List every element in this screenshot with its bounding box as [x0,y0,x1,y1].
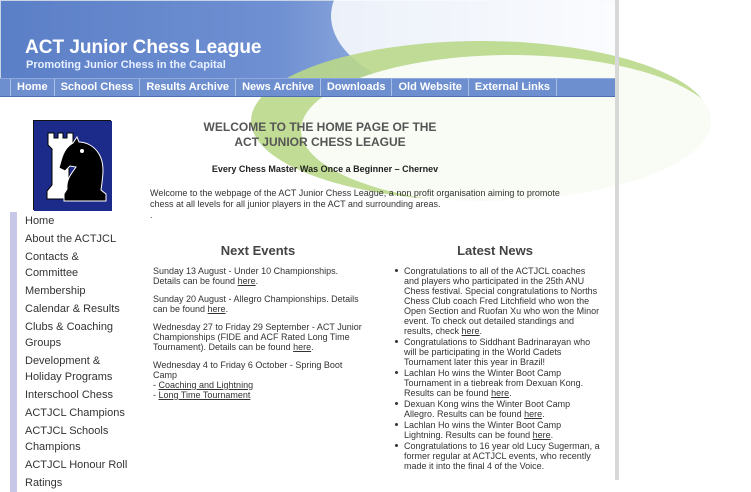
news-list [390,266,600,471]
news-text: Congratulations to Siddhant Badrinarayan who will be participating in the World Cadets Tournament later this year in Brazil! [404,337,591,367]
news-text: Dexuan Kong wins the Winter Boot Camp Allegro. Results can be found [404,399,571,419]
event-text: Sunday 20 August - Allegro Championships. Details can be found [153,294,359,314]
event-item [153,266,363,286]
news-item [390,368,600,398]
sidebar-item-contacts[interactable]: Contacts & Committee [10,248,132,282]
welcome-heading [150,120,490,150]
main-content [150,120,590,221]
news-period: . [542,409,545,419]
sidebar-item-interschool[interactable]: Interschool Chess [10,386,132,404]
event-link-long-time[interactable]: Long Time Tournament [158,390,251,400]
event-text: Wednesday 4 to Friday 6 October - Spring Boot Camp [153,360,343,380]
event-dash: - [153,380,159,390]
intro-paragraph [150,188,570,221]
window-scroll-edge[interactable] [615,0,619,480]
chess-knight-logo [33,120,111,210]
news-text: Congratulations to all of the ACTJCL coaches and players who participated in the 25th ANU Chess festival. Special congratulations to Norths Chess Club coach Fred Litchfield who won the Open Section and Ruofan Xu who won the Minor event. To check out detailed standings and results, check [404,266,600,336]
nav-external-links[interactable]: External Links [469,79,557,96]
news-text: Congratulations to 16 year old Lucy Sugerman, a former regular at ACTJCL events, who recently made it into the final 4 of the Voice. [404,441,600,471]
nav-news-archive[interactable]: News Archive [236,79,321,96]
event-period: . [311,342,314,352]
news-link-here[interactable]: here [461,326,480,336]
sidebar-item-ratings[interactable]: Ratings [10,474,132,492]
event-link-here[interactable]: here [237,276,256,286]
news-item [390,399,600,419]
news-link-here[interactable]: here [532,430,551,440]
next-events-heading: Next Events [220,243,296,258]
event-item [153,294,363,314]
news-period: . [509,388,512,398]
news-period: . [550,430,554,440]
news-link-here[interactable]: here [491,388,510,398]
knight-rook-icon [34,121,112,211]
site-tagline: Promoting Junior Chess in the Capital [26,59,226,71]
news-item [390,441,600,471]
event-link-here[interactable]: here [293,342,312,352]
sidebar-item-about[interactable]: About the ACTJCL [10,230,132,248]
event-item [153,360,363,400]
nav-home[interactable]: Home [10,79,55,96]
sidebar-item-development[interactable]: Development & Holiday Programs [10,352,132,386]
event-dash: - [153,390,159,400]
event-item [153,322,363,352]
sidebar-item-schools-champions[interactable]: ACTJCL Schools Champions [10,422,132,456]
top-nav [0,78,619,97]
event-link-coaching[interactable]: Coaching and Lightning [158,380,254,390]
next-events-column [153,243,363,408]
latest-news-heading: Latest News [457,243,533,258]
news-text: Lachlan Ho wins the Winter Boot Camp Lightning. Results can be found [404,420,562,440]
event-text: Sunday 13 August - Under 10 Championships. Details can be found [153,266,339,286]
news-item [390,266,600,336]
event-period: . [225,304,229,314]
news-item [390,337,600,367]
welcome-line-1: WELCOME TO THE HOME PAGE OF THE [203,120,437,134]
sidebar-item-membership[interactable]: Membership [10,282,132,300]
site-title[interactable]: ACT Junior Chess League [25,37,262,58]
intro-dot: . [150,210,153,220]
sidebar-item-calendar[interactable]: Calendar & Results [10,300,132,318]
site-header [0,0,619,78]
sidebar-menu [10,212,132,492]
news-item [390,420,600,440]
news-period: . [479,326,483,336]
nav-downloads[interactable]: Downloads [321,79,393,96]
event-period: . [255,276,259,286]
event-text: Wednesday 27 to Friday 29 September - ACT Junior Championships (FIDE and ACF Rated Long Time Tournament). Details can be found [153,322,362,352]
latest-news-column [390,243,600,472]
sidebar-item-home[interactable]: Home [10,212,132,230]
welcome-line-2: ACT JUNIOR CHESS LEAGUE [234,135,406,149]
event-link-here[interactable]: here [207,304,226,314]
nav-old-website[interactable]: Old Website [392,79,468,96]
nav-school-chess[interactable]: School Chess [55,79,141,96]
sidebar-item-champions[interactable]: ACTJCL Champions [10,404,132,422]
chernev-quote: Every Chess Master Was Once a Beginner – Chernev [211,164,439,174]
nav-results-archive[interactable]: Results Archive [140,79,236,96]
sidebar-item-honour-roll[interactable]: ACTJCL Honour Roll [10,456,132,474]
news-text: Lachlan Ho wins the Winter Boot Camp Tournament in a tiebreak from Dexuan Kong. Results can be found [404,368,584,398]
news-link-here[interactable]: here [524,409,543,419]
sidebar-item-clubs[interactable]: Clubs & Coaching Groups [10,318,132,352]
intro-text: Welcome to the webpage of the ACT Junior Chess League, a non profit organisation aiming to promote chess at all levels for all junior players in the ACT and surrounding areas. [150,188,560,209]
